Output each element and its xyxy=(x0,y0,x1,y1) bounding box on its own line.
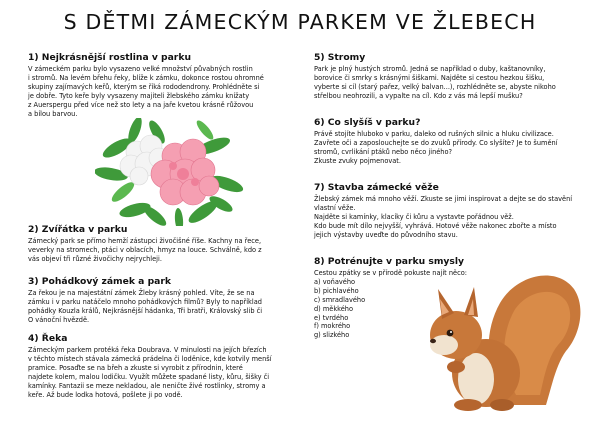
text-line: Kdo bude mít dílo nejvyšší, vyhrává. Hotové věže nakonec zbořte a místo xyxy=(314,221,557,230)
text-line: skupiny zajímavých keřů, kterým se říká rododendrony. Prohlédněte si xyxy=(28,82,260,91)
text-line: Park je plný hustých stromů. Jedná se například o duby, kaštanovníky, xyxy=(314,65,546,73)
text-line: Najděte si kamínky, klacíky či kůru a vystavte pořádnou věž. xyxy=(314,212,514,221)
list-item: a) voňavého xyxy=(314,277,356,286)
section-plant xyxy=(28,52,298,118)
text-line: Zkuste zvuky pojmenovat. xyxy=(314,156,401,165)
page-title: S DĚTMI ZÁMECKÝM PARKEM VE ŽLEBECH xyxy=(63,10,537,34)
list-item: f) mokrého xyxy=(314,322,351,331)
text-line: kamínky. Fantazii se meze nekladou, ale neničte živé rostlinky, stromy a xyxy=(28,381,266,390)
section-heading: 6) Co slyšíš v parku? xyxy=(314,117,421,128)
text-line: Zámecký park se přímo hemží zástupci živočišné říše. Kachny na řece, xyxy=(28,237,262,245)
text-line: je dobře. Tyto keře byly vysazeny majiteli žlebského zámku knížaty xyxy=(28,91,250,100)
list-item: c) smradlavého xyxy=(314,295,366,304)
list-item: e) tvrdého xyxy=(314,313,349,322)
text-line: stromů, cvrlikání ptáků nebo něco jiného? xyxy=(314,147,453,156)
text-line: keře. Až bude lodka hotová, pošlete ji po vodě. xyxy=(28,390,183,399)
text-line: Za řekou je na majestátní zámek Žleby krásný pohled. Víte, že se na xyxy=(28,289,255,297)
text-line: O vánoční hvězdě. xyxy=(28,315,90,324)
text-line: jejich výstavby uveďte do původního stavu. xyxy=(314,230,458,239)
section-heading: 2) Zvířátka v parku xyxy=(28,224,128,235)
text-line: i stromů. Na levém břehu řeky, blíže k zámku, dokonce rostou ohromné xyxy=(28,73,264,82)
section-animals xyxy=(28,224,298,264)
text-line: střelbou neohrozili, a vypalte na cíl. Kdo z vás má lepší mušku? xyxy=(314,91,523,100)
squirrel-illustration xyxy=(416,255,586,415)
text-line: najdete kolem, malou lodičku. Využít můžete spadané listy, kůru, šišky či xyxy=(28,372,270,381)
text-line: pohádky Kouzla králů, Nejkrásnější hádanka, Tři bratři, Královský slib či xyxy=(28,306,263,315)
text-line: Cestou zpátky se v přírodě pokuste najít něco: xyxy=(314,269,467,277)
text-line: Zámeckým parkem protéká řeka Doubrava. V minulosti na jejích březích xyxy=(28,346,267,354)
section-fairytale-castle xyxy=(28,276,298,325)
section-heading: 8) Potrénujte v parku smysly xyxy=(314,256,465,267)
section-heading: 5) Stromy xyxy=(314,52,366,63)
text-line: v těchto místech stávala zámecká prádelna či loděnice, kde kotvily menší xyxy=(28,354,272,363)
section-sounds xyxy=(314,117,594,166)
section-heading: 7) Stavba zámecké věže xyxy=(314,182,439,193)
text-line: veverky na stromech, ptáci v oblacích, hmyz na louce. Schválně, kdo z xyxy=(28,245,262,254)
list-item: d) měkkého xyxy=(314,304,354,313)
text-line: vyberte si cíl (starý pařez, velký balvan...), rozhlédněte se, abyste nikoho xyxy=(314,82,556,91)
text-line: Zavřete oči a zaposlouchejte se do zvuků přírody. Co slyšíte? Je to šumění xyxy=(314,138,558,147)
text-line: pramice. Posaďte se na břeh a zkuste si vyrobit z přírodnin, které xyxy=(28,363,243,372)
section-trees xyxy=(314,52,594,101)
text-line: V zámeckém parku bylo vysazeno velké množství půvabných rostlin xyxy=(28,65,253,73)
text-line: Právě stojíte hluboko v parku, daleko od rušných silnic a hluku civilizace. xyxy=(314,130,554,138)
text-line: vlastní věže. xyxy=(314,203,356,212)
text-line: a bílou barvou. xyxy=(28,109,78,118)
text-line: zámku i v parku natáčelo mnoho pohádkových filmů? Byly to například xyxy=(28,297,262,306)
text-line: Žlebský zámek má mnoho věží. Zkuste se jimi inspirovat a dejte se do stavění xyxy=(314,195,573,203)
section-heading: 4) Řeka xyxy=(28,333,68,344)
list-item: b) pichlavého xyxy=(314,286,359,295)
section-heading: 1) Nejkrásnější rostlina v parku xyxy=(28,52,191,63)
text-line: vás objeví tři různé živočichy nejrychleji. xyxy=(28,254,162,263)
section-river xyxy=(28,333,298,399)
section-heading: 3) Pohádkový zámek a park xyxy=(28,276,171,287)
list-item: g) slizkého xyxy=(314,331,350,340)
section-tower xyxy=(314,182,594,240)
text-line: z Auerspergu před více než sto lety a na jaře kvetou krásně růžovou xyxy=(28,100,254,109)
text-line: borovice či smrky s krásnými šiškami. Najděte si cestou hezkou šišku, xyxy=(314,73,545,82)
rhododendron-illustration xyxy=(95,118,245,226)
